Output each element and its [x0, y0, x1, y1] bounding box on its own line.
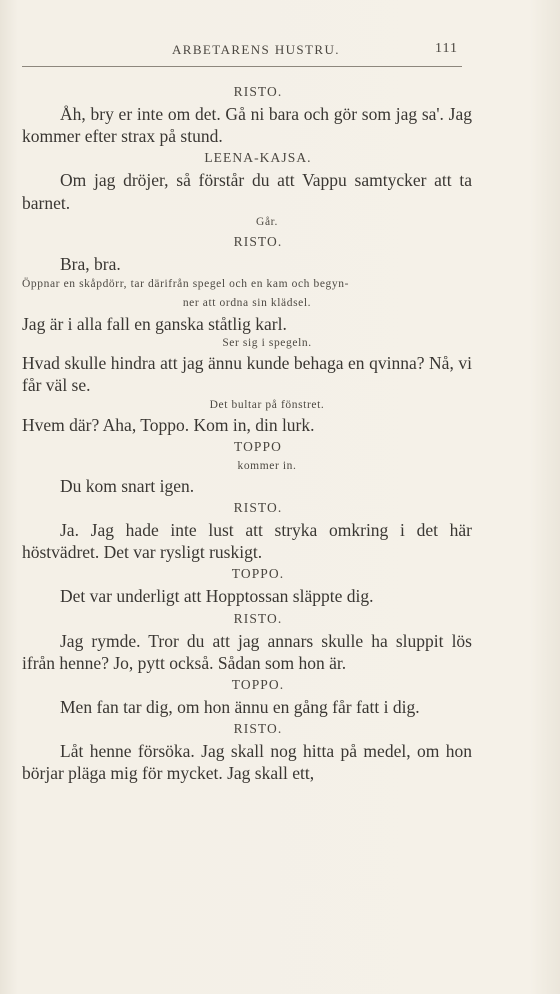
dialogue-line: Bra, bra. [60, 253, 121, 274]
speaker-name: TOPPO [233, 438, 283, 454]
speaker-name: TOPPO. [231, 566, 285, 582]
dialogue-line: Hvem där? Aha, Toppo. Kom in, din lurk. [22, 414, 315, 435]
stage-direction-text: Öppnar en skåpdörr, tar därifrån spegel och en kam och begyn- [22, 278, 350, 291]
dialogue-line: Jag är i alla fall en ganska ståtlig karl. [22, 314, 287, 335]
page-header [22, 40, 462, 67]
play-text [22, 81, 472, 785]
stage-direction: kommer in. [237, 459, 297, 472]
speaker-name: RISTO. [233, 84, 283, 99]
dialogue-line: Hvad skulle hindra att jag ännu kunde behaga en qvinna? Nå, vi får väl se. [22, 353, 472, 396]
dialogue-line: Men fan tar dig, om hon ännu en gång får fatt i dig. [60, 697, 420, 718]
dialogue-line: Jag rymde. Tror du att jag annars skulle ha sluppit lös ifrån henne? Jo, pytt också. Sådan som hon är. [22, 630, 472, 673]
speaker-name: RISTO. [233, 233, 283, 249]
dialogue-line: Ja. Jag hade inte lust att stryka omkring i det här höstvädret. Det var rysligt ruskigt. [22, 520, 472, 563]
dialogue-line: Det var underligt att Hopptossan släppte dig. [60, 586, 374, 607]
stage-direction [22, 275, 472, 313]
speaker-name: RISTO. [233, 721, 283, 737]
speaker-name: RISTO. [233, 610, 283, 626]
stage-direction: Går. [256, 215, 278, 228]
stage-direction: Ser sig i spegeln. [222, 337, 312, 350]
stage-direction-continuation: ner att ordna sin klädsel. [182, 297, 312, 310]
stage-direction: Det bultar på fönstret. [209, 398, 325, 411]
dialogue-line: Om jag dröjer, så förstår du att Vappu samtycker att ta barnet. [22, 170, 472, 213]
running-title: ARBETARENS HUSTRU. [172, 42, 340, 57]
speaker-name: LEENA-KAJSA. [204, 150, 312, 166]
dialogue-line: Du kom snart igen. [60, 475, 195, 496]
dialogue-line: Låt henne försöka. Jag skall nog hitta på medel, om hon börjar pläga mig för mycket. Jag skall ett, [22, 741, 472, 784]
dialogue-line: Åh, bry er inte om det. Gå ni bara och gör som jag sa'. Jag kommer efter strax på stund. [22, 104, 472, 147]
speaker-name: RISTO. [233, 500, 283, 516]
page-number: 111 [435, 41, 458, 56]
speaker-name: TOPPO. [231, 677, 285, 693]
